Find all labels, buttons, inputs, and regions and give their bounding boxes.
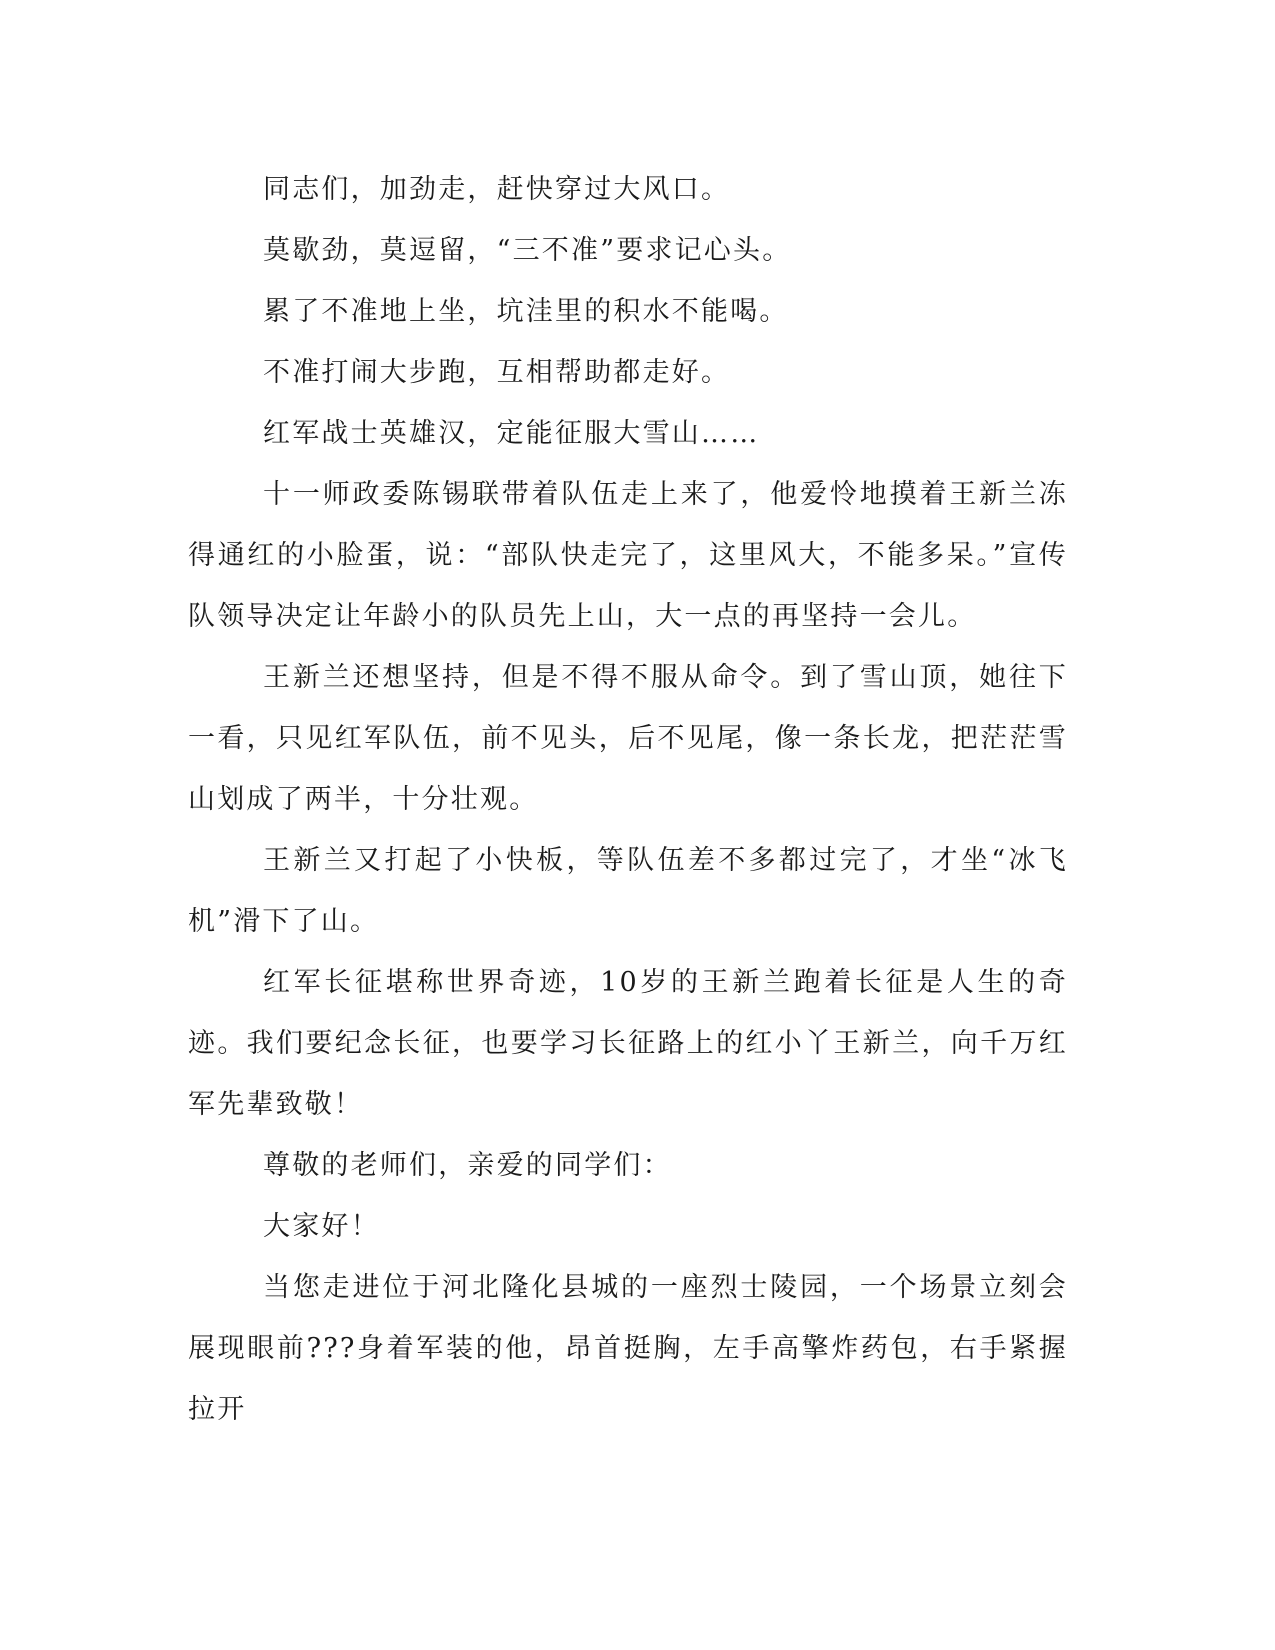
paragraph: 莫歇劲，莫逗留，“三不准”要求记心头。	[263, 235, 792, 266]
paragraph: 大家好！	[263, 1211, 380, 1242]
paragraph: 累了不准地上坐，坑洼里的积水不能喝。	[263, 296, 789, 327]
paragraph: 红军战士英雄汉，定能征服大雪山……	[263, 418, 760, 449]
paragraph: 同志们，加劲走，赶快穿过大风口。	[263, 174, 731, 205]
document-body	[188, 159, 1068, 1440]
paragraph: 王新兰又打起了小快板，等队伍差不多都过完了，才坐“冰飞机”滑下了山。	[188, 845, 1068, 937]
paragraph: 王新兰还想坚持，但是不得不服从命令。到了雪山顶，她往下一看，只见红军队伍，前不见头，后不见尾，像一条长龙，把茫茫雪山划成了两半，十分壮观。	[188, 662, 1068, 815]
paragraph: 红军长征堪称世界奇迹，10岁的王新兰跑着长征是人生的奇迹。我们要纪念长征，也要学习长征路上的红小丫王新兰，向千万红军先辈致敬！	[188, 967, 1068, 1120]
paragraph: 十一师政委陈锡联带着队伍走上来了，他爱怜地摸着王新兰冻得通红的小脸蛋，说：“部队快走完了，这里风大，不能多呆。”宣传队领导决定让年龄小的队员先上山，大一点的再坚持一会儿。	[188, 479, 1068, 632]
paragraph: 尊敬的老师们，亲爱的同学们：	[263, 1150, 672, 1181]
paragraph: 当您走进位于河北隆化县城的一座烈士陵园，一个场景立刻会展现眼前???身着军装的他，昂首挺胸，左手高擎炸药包，右手紧握拉开	[188, 1272, 1068, 1425]
paragraph: 不准打闹大步跑，互相帮助都走好。	[263, 357, 731, 388]
